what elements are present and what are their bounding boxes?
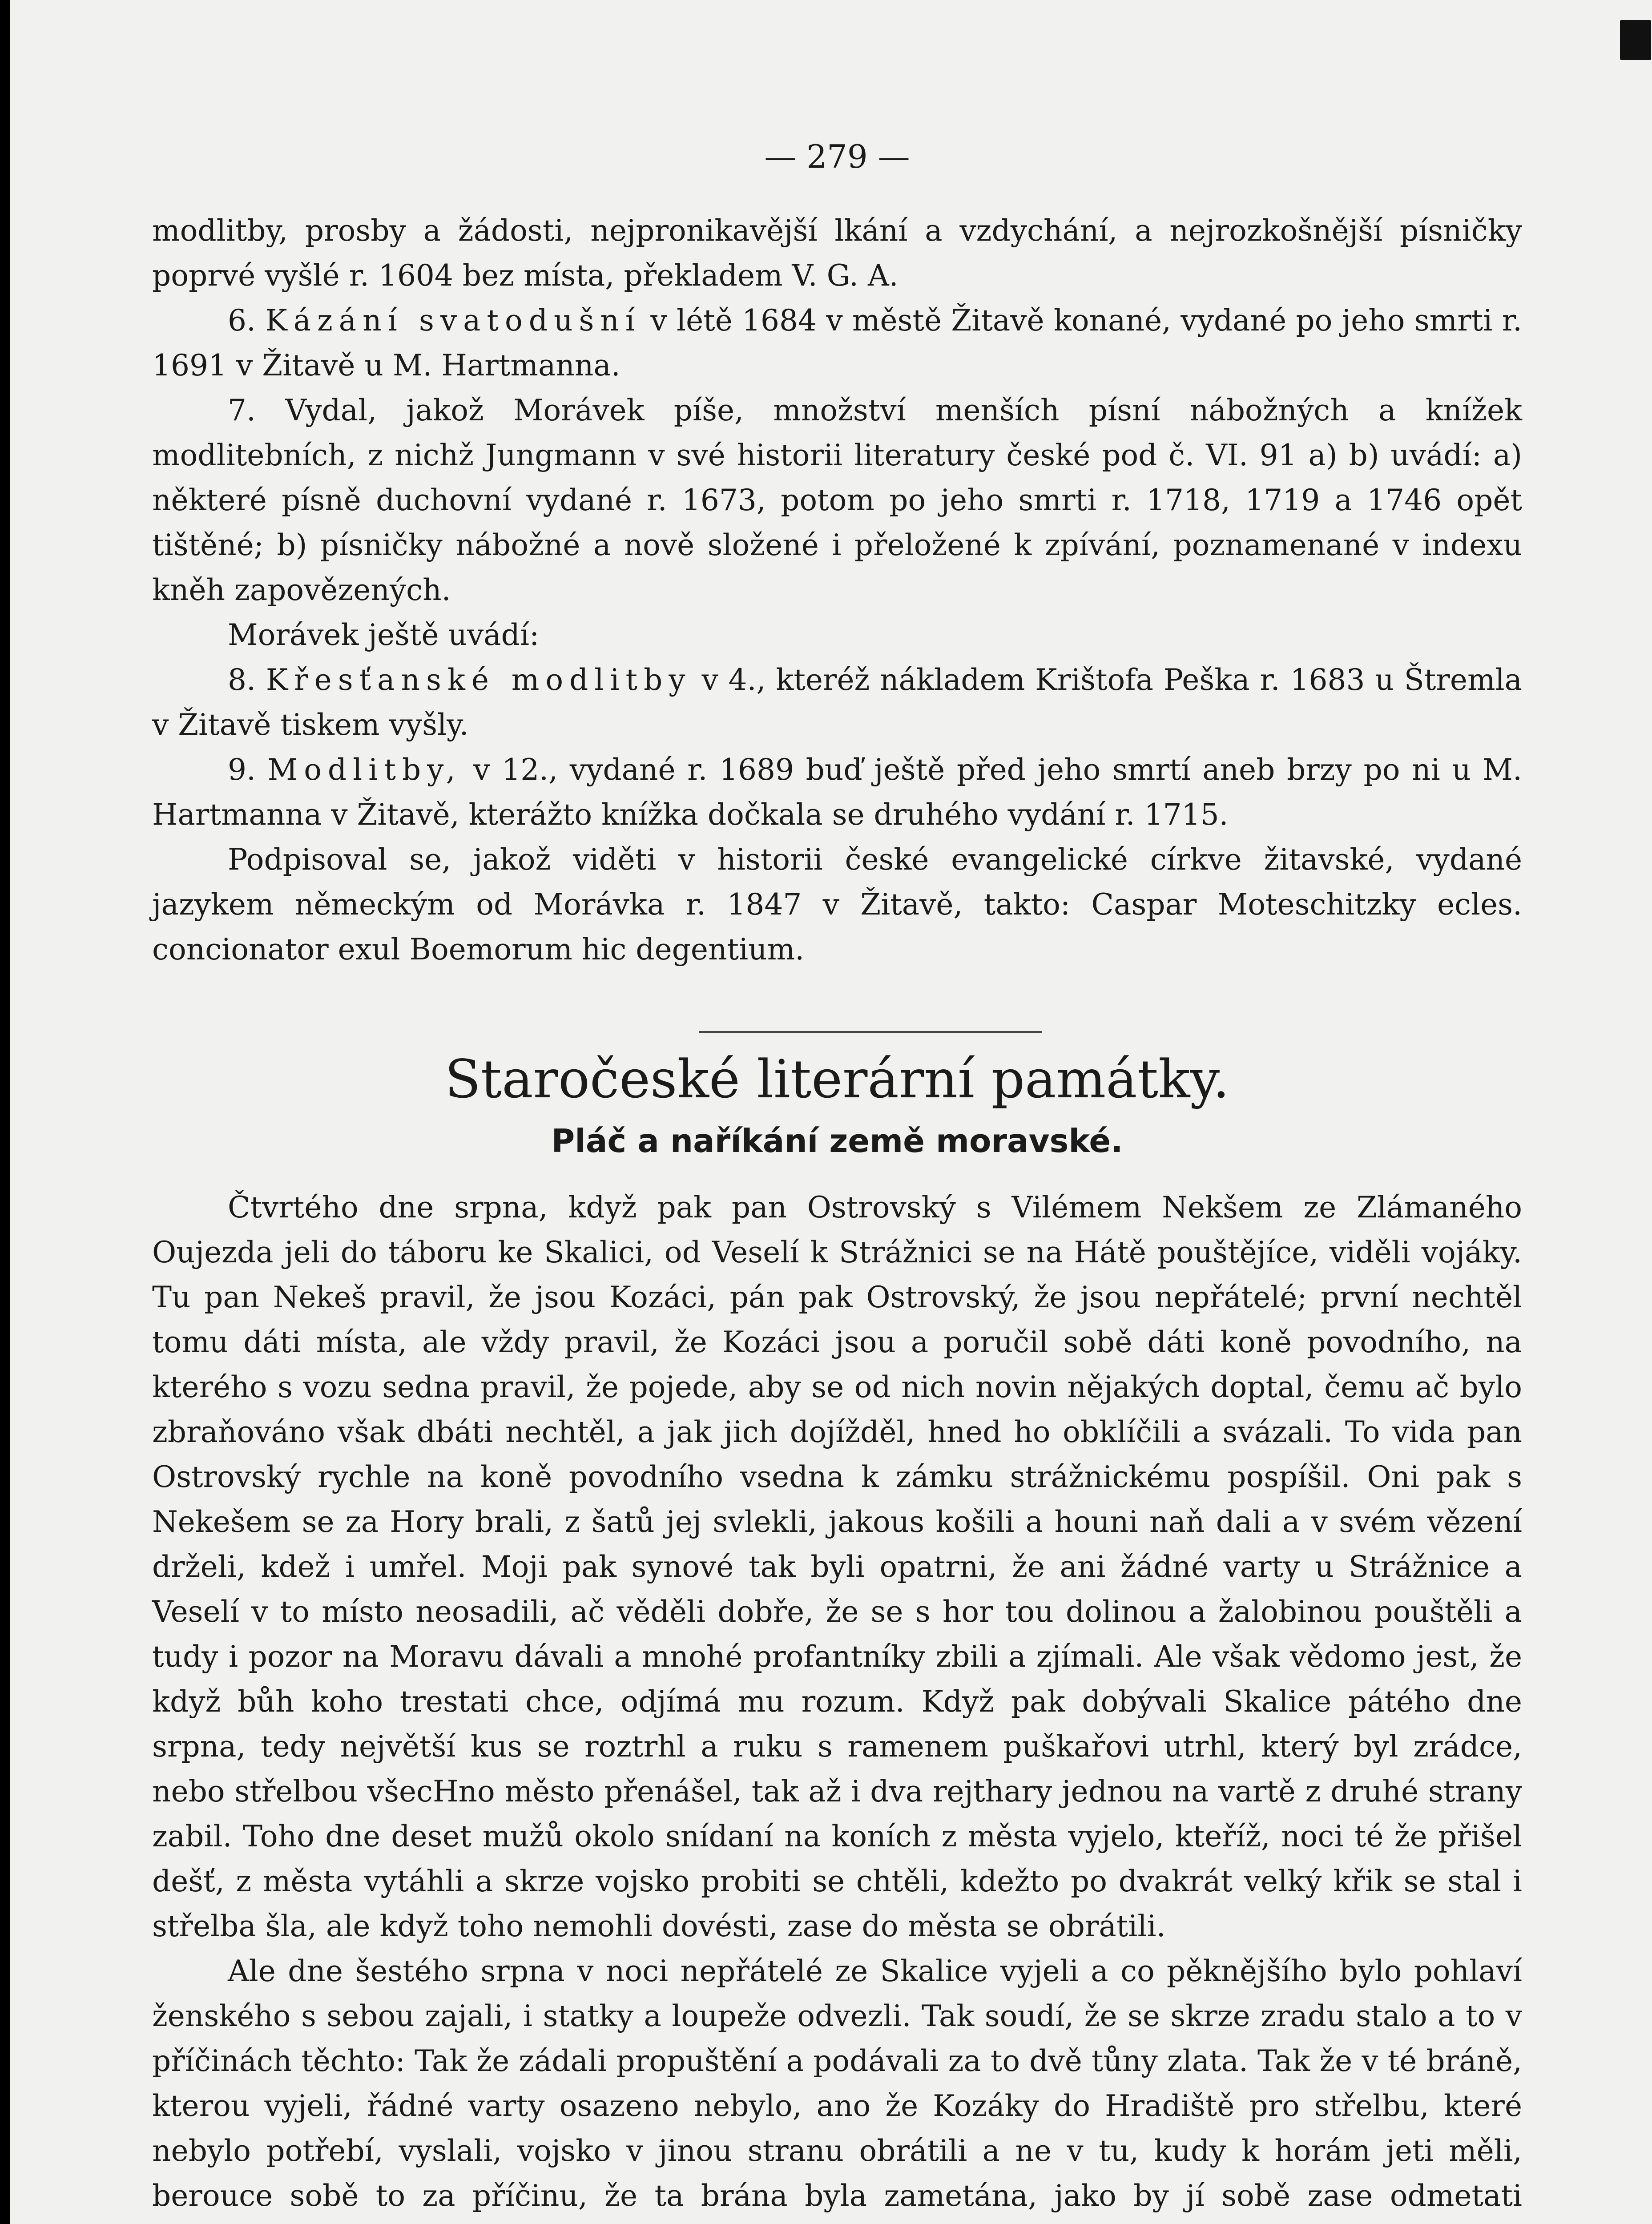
section-bibliography (152, 208, 1522, 972)
item-6-title: Kázání svatodušní (265, 303, 641, 338)
paragraph-1: Čtvrtého dne srpna, když pak pan Ostrovský s Vilémem Nekšem ze Zlámaného Oujezda jeli do táboru ke Skalici, od Veselí k Strážnici se na Hátě pouštějíce, viděli vojáky. Tu pan Nekeš pravil, že jsou Kozáci, pán pak Ostrovský, že jsou nepřátelé; první nechtěl tomu dáti místa, ale vždy pravil, že Kozáci jsou a poručil sobě dáti koně povodního, na kterého s vozu sedna pravil, že pojede, aby se od nich novin nějakých doptal, čemu ač bylo zbraňováno však dbáti nechtěl, a jak jich dojížděl, hned ho obklíčili a svázali. To vida pan Ostrovský rychle na koně povodního vsedna k zámku strážnickému pospíšil. Oni pak s Nekešem se za Hory brali, z šatů jej svlekli, jakous košili a houni naň dali a v svém vězení drželi, kdež i umřel. Moji pak synové tak byli opatrni, že ani žádné varty u Strážnice a Veselí v to místo neosadili, ač věděli dobře, že se s hor tou dolinou a žalobinou pouštěli a tudy i pozor na Moravu dávali a mnohé profantníky zbili a zjímali. Ale však vědomo jest, že když bůh koho trestati chce, odjímá mu rozum. Když pak dobývali Skalice pátého dne srpna, tedy největší kus se roztrhl a ruku s ramenem puškařovi utrhl, který byl zrádce, nebo střelbou všecHno město přenášel, tak až i dva rejthary jednou na vartě z druhé strany zabil. Toho dne deset mužů okolo snídaní na koních z města vyjelo, kteříž, noci té že přišel dešť, z města vytáhli a skrze vojsko probiti se chtěli, kdežto po dvakrát velký křik se stal i střelba šla, ale když toho nemohli dovésti, zase do města se obrátili. (152, 1190, 1522, 1943)
paragraph-signature: Podpisoval se, jakož viděti v historii české evangelické církve žitavské, vydané jazykem německým od Morávka r. 1847 v Žitavě, takto: Caspar Moteschitzky ecles. concionator exul Boemorum hic degentium. (152, 842, 1522, 967)
item-9-number: 9. (228, 753, 256, 787)
section-subtitle: Pláč a naříkání země moravské. (551, 1122, 1123, 1160)
page-number: — 279 — (764, 138, 910, 175)
section-divider (699, 1031, 1042, 1033)
item-9-text: v 12., vydané r. 1689 buď ještě před jeho smrtí aneb brzy po ni u M. Hartmanna v Žitavě, kterážto knížka dočkala se druhého vydání r. 1715. (152, 753, 1522, 832)
section-title: Staročeské literární památky. (444, 1048, 1230, 1110)
item-9-title: Modlitby, (267, 753, 462, 787)
item-6 (152, 298, 1522, 388)
item-8-number: 8. (228, 663, 256, 697)
section-text (152, 1185, 1522, 2224)
item-8 (152, 657, 1522, 747)
item-8-title: Křesťanské modlitby (266, 663, 692, 697)
item-6-text: v létě 1684 v městě Žitavě konané, vydané po jeho smrti r. 1691 v Žitavě u M. Hartmanna. (152, 303, 1522, 383)
page (10, 0, 1652, 2224)
item-8-text: v 4., kteréž nákladem Krištofa Peška r. 1683 u Štremla v Žitavě tiskem vyšly. (152, 663, 1523, 742)
paragraph-intro: modlitby, prosby a žádosti, nejpronikavější lkání a vzdychání, a nejrozkošnější písničky poprvé vyšlé r. 1604 bez místa, překladem V. G. A. (152, 214, 1522, 293)
item-7: 7. Vydal, jakož Morávek píše, množství menších písní nábožných a knížek modlitebních, z nichž Jungmann v své historii literatury české pod č. VI. 91 a) b) uvádí: a) některé písně duchovní vydané r. 1673, potom po jeho smrti r. 1718, 1719 a 1746 opět tištěné; b) písničky nábožné a nově složené i přeložené k zpívání, poznamenané v indexu kněh zapovězených. (152, 393, 1522, 607)
scan-edge-mark (1620, 20, 1651, 60)
item-6-number: 6. (228, 303, 256, 338)
moravek-line: Morávek ještě uvádí: (228, 618, 540, 652)
item-9 (152, 747, 1522, 837)
paragraph-2: Ale dne šestého srpna v noci nepřátelé ze Skalice vyjeli a co pěknějšího bylo pohlaví ženského s sebou zajali, i statky a loupeže odvezli. Tak soudí, že se skrze zradu stalo a to v příčinách těchto: Tak že zádali propuštění a podávali za to dvě tůny zlata. Tak že v té bráně, kterou vyjeli, řádné varty osazeno nebylo, ano že Kozáky do Hradiště pro střelbu, které nebylo potřebí, vyslali, vojsko v jinou stranu obrátili a ne v tu, kudy k horám jeti měli, berouce sobě to za příčinu, že ta brána byla zametána, jako by jí sobě zase odmetati (152, 1954, 1522, 2213)
